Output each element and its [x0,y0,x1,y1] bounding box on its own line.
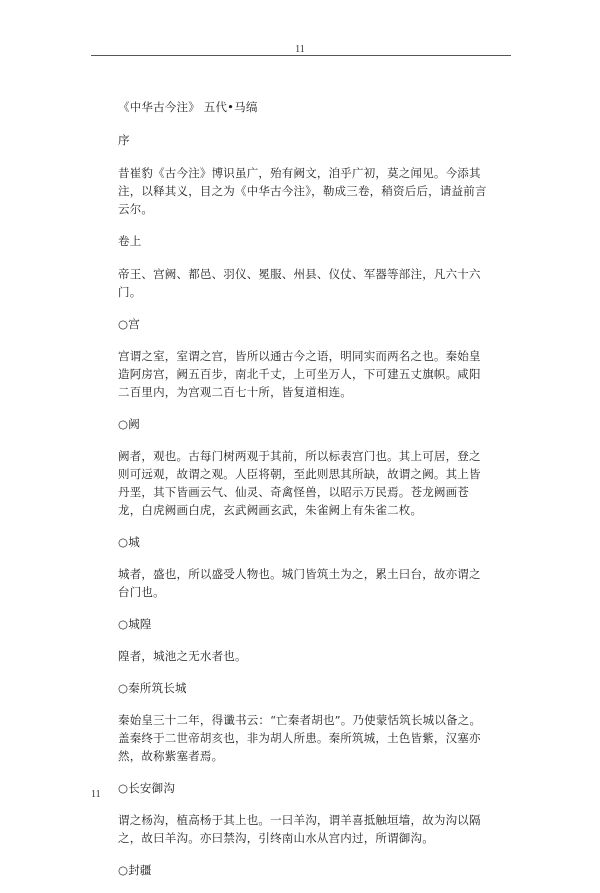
section-heading-city: ○城 [118,535,140,549]
section-heading-moat: ○城隍 [118,617,152,631]
section-heading-imperial-canal: ○长安御沟 [118,781,176,795]
section-heading-borders: ○封疆 [118,863,152,877]
header-page-number: 11 [295,44,305,55]
section-text-moat: 隍者，城池之无水者也。 [118,649,247,663]
section-text-palace: 宫谓之室，室谓之宫，皆所以通古今之语，明同实而两名之也。秦始皇造阿房宫，阙五百步，南北千丈，上可坐万人，下可建五丈旗帜。咸阳二百里内，为宫观二百七十所，皆复道相连。 [118,349,481,399]
section-text-city: 城者，盛也，所以盛受人物也。城门皆筑土为之，累土曰台，故亦谓之台门也。 [118,567,481,599]
section-heading-que: ○阙 [118,417,140,431]
header-divider [91,55,511,56]
footer-page-number: 11 [91,789,101,800]
section-text-great-wall: 秦始皇三十二年，得谶书云：“亡秦者胡也”。乃使蒙恬筑长城以备之。盖秦终于二世帝胡亥也，非为胡人所患。秦所筑城，土色皆紫，汉塞亦然，故称紫塞者焉。 [118,713,482,763]
section-heading-great-wall: ○秦所筑长城 [118,681,187,695]
preface-heading: 序 [118,133,130,147]
preface-paragraph: 昔崔豹《古今注》博识虽广，殆有阙文，洎乎广初，莫之闻见。今添其注，以释其义，目之为《中华古今注》，勒成三卷，稍资后后，请益前言云尔。 [118,166,487,216]
volume-heading: 卷上 [118,234,142,248]
document-title: 《中华古今注》 五代•马缟 [118,100,258,114]
page-body [118,98,492,893]
section-text-imperial-canal: 谓之杨沟，植高杨于其上也。一曰羊沟，谓羊喜抵触垣墙，故为沟以隔之，故曰羊沟。亦曰禁沟，引终南山水从宫内过，所谓御沟。 [118,813,481,845]
volume-summary: 帝王、宫阙、都邑、羽仪、冕服、州县、仪仗、军器等部注，凡六十六门。 [118,267,481,299]
section-heading-palace: ○宫 [118,317,140,331]
section-text-que: 阙者，观也。古每门树两观于其前，所以标表宫门也。其上可居，登之则可远观，故谓之观。人臣将朝，至此则思其所缺，故谓之阙。其上皆丹垩，其下皆画云气、仙灵、奇禽怪兽，以昭示万民焉。苍龙阙画苍龙，白虎阙画白虎，玄武阙画玄武，朱雀阙上有朱雀二枚。 [118,449,481,517]
